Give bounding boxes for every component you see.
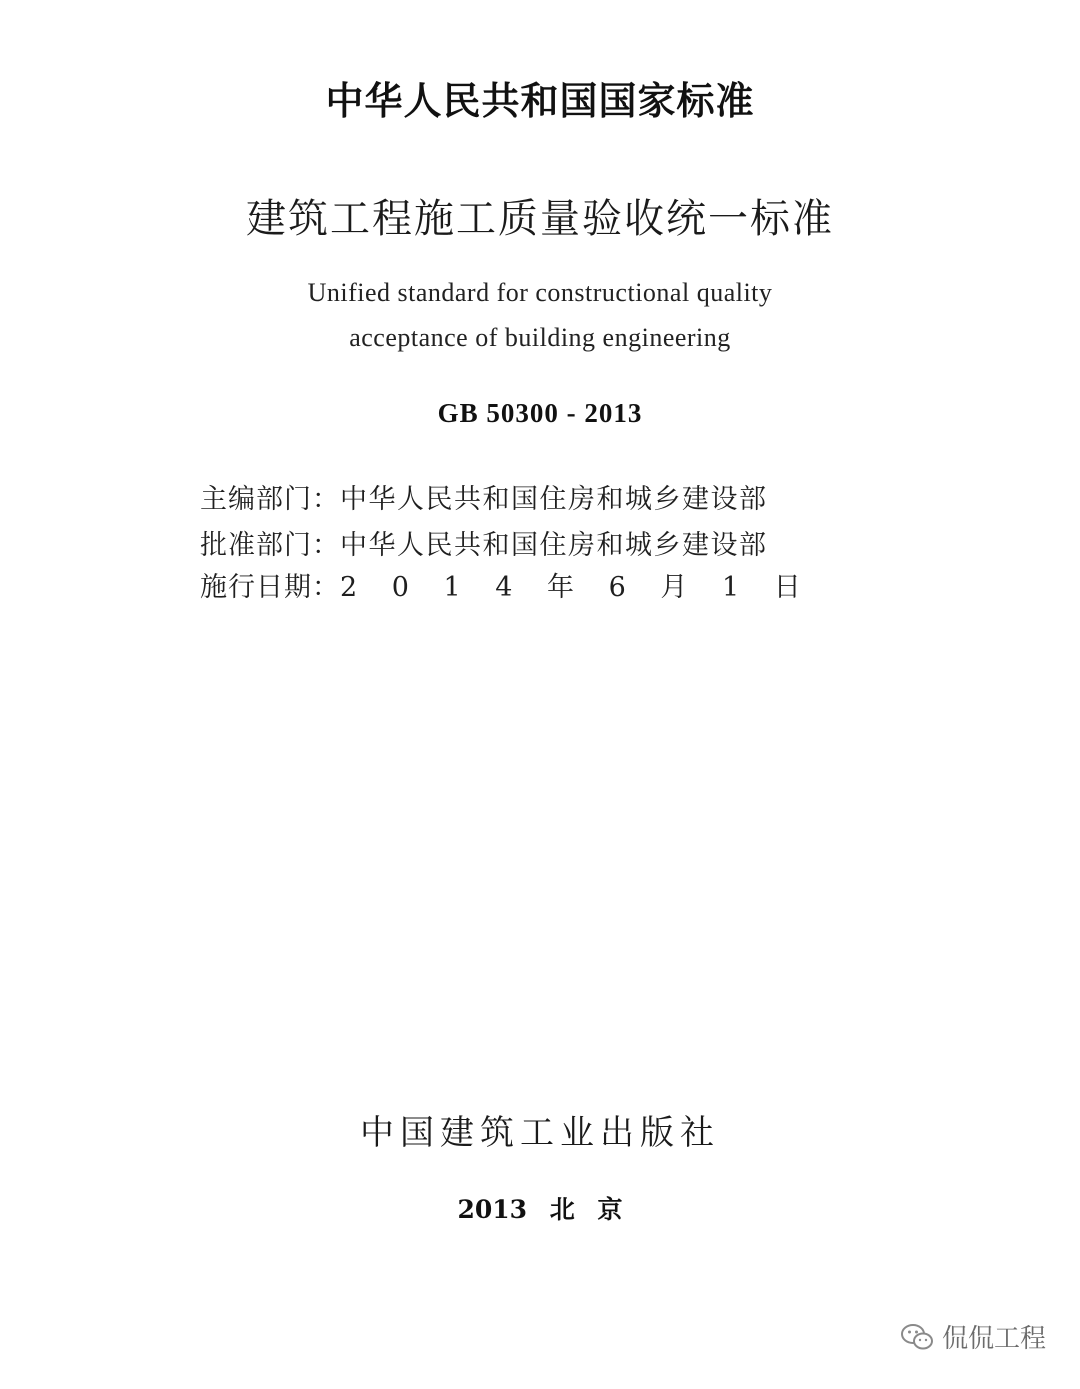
approval-row [200, 523, 768, 562]
watermark-text: 侃侃工程 [941, 1324, 1046, 1354]
watermark [900, 1318, 1046, 1355]
wechat-icon [900, 1322, 934, 1352]
publisher-name: 中国建筑工业出版社 [360, 1113, 720, 1153]
approval-value: 中华人民共和国住房和城乡建设部 [340, 530, 768, 561]
english-title-line-1: Unified standard for constructional quality [307, 278, 773, 307]
series-title: 中华人民共和国国家标准 [325, 79, 755, 123]
effective-date-row [200, 565, 801, 604]
effective-date-value: 2 0 1 4 年 6 月 1 日 [340, 572, 801, 603]
document-title: 建筑工程施工质量验收统一标准 [246, 196, 834, 242]
approval-label: 批准部门： [200, 530, 340, 561]
effective-date-label: 施行日期： [200, 572, 340, 603]
standard-code: GB 50300 - 2013 [437, 398, 643, 428]
english-title-line-2: acceptance of building engineering [349, 323, 731, 352]
chief-editor-value: 中华人民共和国住房和城乡建设部 [340, 484, 768, 515]
chief-editor-row [200, 477, 768, 516]
publication-year-place: 2013 北 京 [457, 1195, 623, 1224]
chief-editor-label: 主编部门： [200, 484, 340, 515]
